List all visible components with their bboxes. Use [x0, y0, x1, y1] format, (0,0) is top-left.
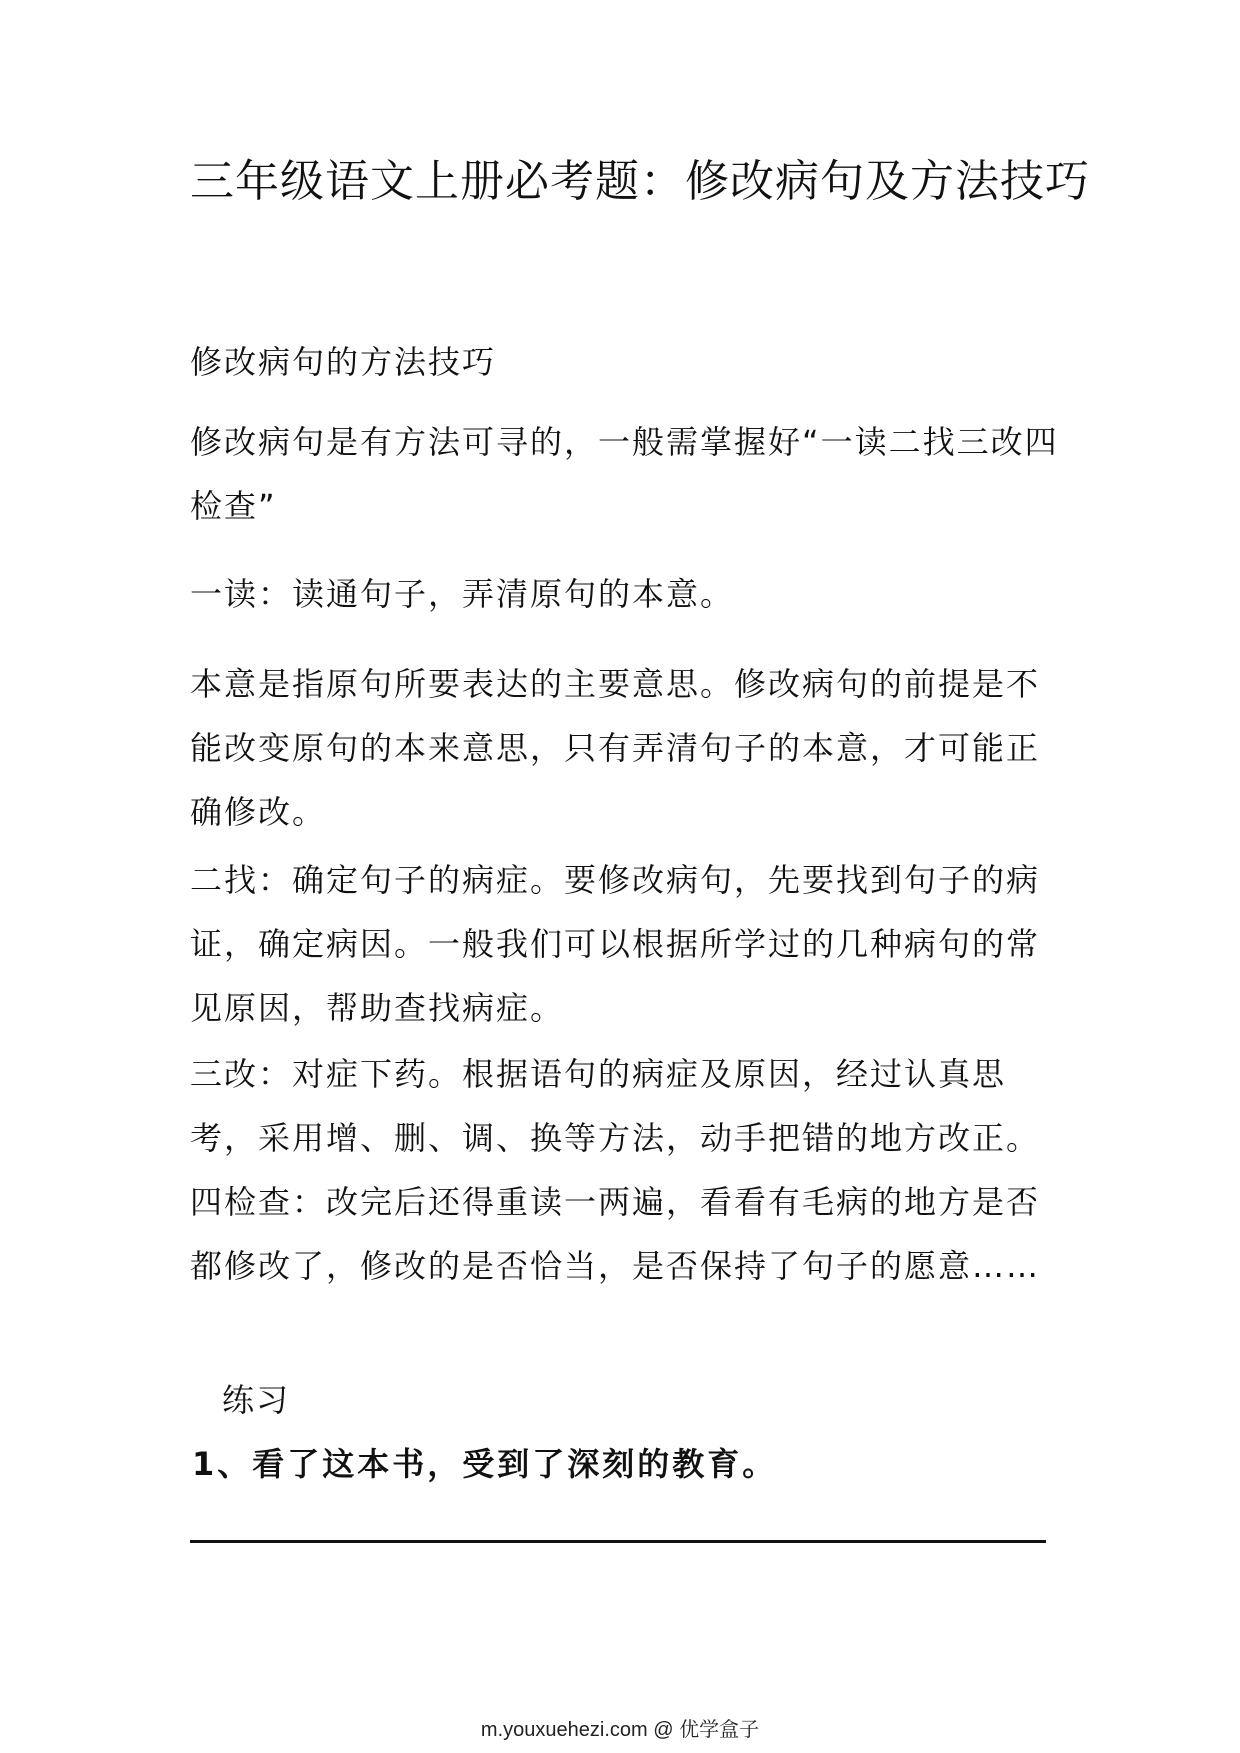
step-read-description: 本意是指原句所要表达的主要意思。修改病句的前提是不能改变原句的本来意思，只有弄清句子的本意，才可能正确修改。: [190, 665, 1041, 831]
step-check-paragraph: 四检查：改完后还得重读一两遍，看看有毛病的地方是否都修改了，修改的是否恰当，是否保持了句子的愿意……: [190, 1183, 1041, 1285]
footer-watermark: m.youxuehezi.com @ 优学盒子: [480, 1719, 760, 1741]
step-find-paragraph: 二找：确定句子的病症。要修改病句，先要找到句子的病证，确定病因。一般我们可以根据所学过的几种病句的常见原因，帮助查找病症。: [190, 861, 1041, 1027]
practice-question: 1、看了这本书，受到了深刻的教育。: [192, 1445, 778, 1483]
page-title: 三年级语文上册必考题：修改病句及方法技巧: [190, 156, 1090, 207]
section-heading: 修改病句的方法技巧: [190, 343, 497, 381]
intro-paragraph: 修改病句是有方法可寻的，一般需掌握好“一读二找三改四检查”: [190, 423, 1059, 525]
answer-line: [190, 1540, 1046, 1543]
step-correct-paragraph: 三改：对症下药。根据语句的病症及原因，经过认真思考，采用增、删、调、换等方法，动手把错的地方改正。: [190, 1055, 1041, 1157]
step-read-title: 一读：读通句子，弄清原句的本意。: [190, 575, 735, 613]
practice-label: 练习: [222, 1381, 291, 1419]
